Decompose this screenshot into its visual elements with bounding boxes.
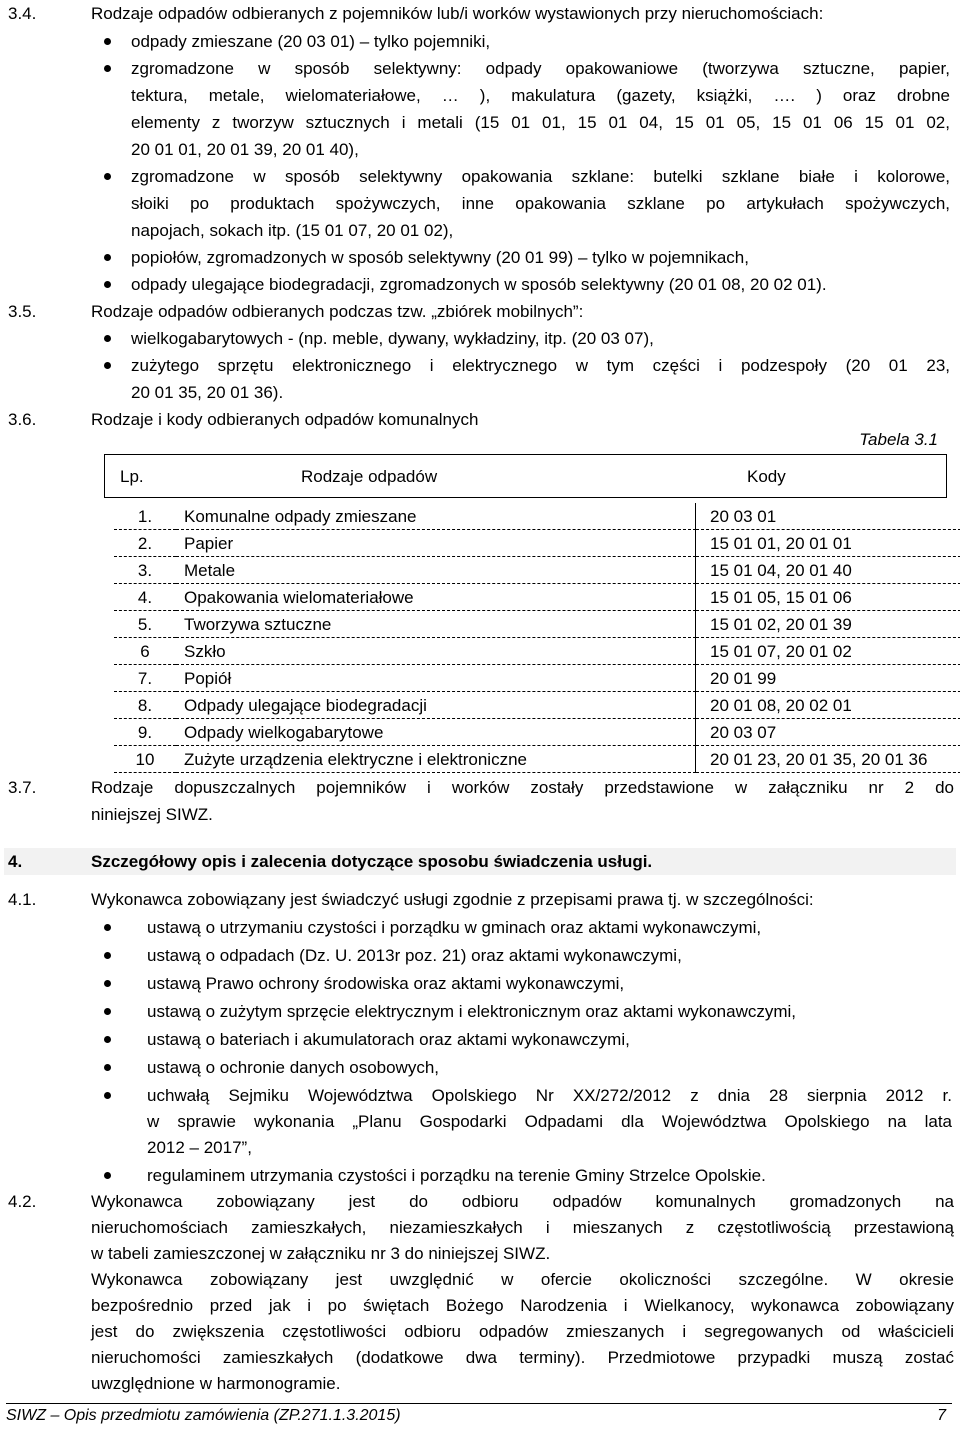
section-title: Rodzaje odpadów odbieranych podczas tzw. „zbiórek mobilnych”: xyxy=(91,302,584,321)
paragraph-line: niniejszej SIWZ. xyxy=(91,805,213,824)
list-item-line: tektura, metale, wielomateriałowe, … ), makulatura (gazety, książki, …. ) oraz drobne xyxy=(131,86,950,105)
cell-waste-type: Szkło xyxy=(176,638,696,665)
cell-lp: 2. xyxy=(114,530,176,557)
cell-waste-type: Papier xyxy=(176,530,696,557)
cell-codes: 15 01 04, 20 01 40 xyxy=(696,557,960,584)
paragraph-line: Wykonawca zobowiązany jest uwzględnić w ofercie okoliczności szczególne. W okresie xyxy=(91,1270,954,1289)
cell-codes: 20 01 23, 20 01 35, 20 01 36 xyxy=(696,746,960,773)
table-row xyxy=(114,719,848,746)
cell-lp: 1. xyxy=(114,503,176,530)
cell-waste-type: Odpady ulegające biodegradacji xyxy=(176,692,696,719)
section-number: 3.5. xyxy=(8,302,37,321)
table-header xyxy=(104,454,947,498)
list-item: ustawą o utrzymaniu czystości i porządku w gminach oraz aktami wykonawczymi, xyxy=(147,918,762,937)
paragraph-line: Rodzaje dopuszczalnych pojemników i worków zostały przedstawione w załączniku nr 2 do xyxy=(91,778,954,797)
table-row xyxy=(114,530,852,557)
list-item: regulaminem utrzymania czystości i porządku na terenie Gminy Strzelce Opolskie. xyxy=(147,1166,766,1185)
section-number: 4. xyxy=(8,852,23,871)
section-number: 4.2. xyxy=(8,1192,37,1211)
section-number: 4.1. xyxy=(8,890,37,909)
section-number: 3.6. xyxy=(8,410,37,429)
cell-waste-type: Komunalne odpady zmieszane xyxy=(176,503,696,530)
list-item-line: słoiki po produktach spożywczych, inne opakowania szklane po artykułach spożywczych, xyxy=(131,194,950,213)
table-caption: Tabela 3.1 xyxy=(859,430,938,449)
table-row xyxy=(114,692,852,719)
list-item-line: 2012 – 2017”, xyxy=(147,1138,252,1157)
cell-lp: 3. xyxy=(114,557,176,584)
header-codes: Kody xyxy=(747,467,786,486)
section-number: 3.4. xyxy=(8,4,37,23)
list-item: ustawą o zużytym sprzęcie elektrycznym i elektronicznym oraz aktami wykonawczymi, xyxy=(147,1002,797,1021)
section-title: Rodzaje i kody odbieranych odpadów komunalnych xyxy=(91,410,479,429)
table-row xyxy=(114,557,852,584)
cell-lp: 8. xyxy=(114,692,176,719)
paragraph-line: bezpośrednio przed jak i po świętach Bożego Narodzenia i Wielkanocy, wykonawca zobowiązany xyxy=(91,1296,954,1315)
cell-waste-type: Tworzywa sztuczne xyxy=(176,611,696,638)
list-item-line: elementy z tworzyw sztucznych i metali (15 01 01, 15 01 04, 15 01 05, 15 01 06 15 01 02, xyxy=(131,113,950,132)
paragraph-line: uwzględnione w harmonogramie. xyxy=(91,1374,341,1393)
list-item: ustawą o odpadach (Dz. U. 2013r poz. 21) oraz aktami wykonawczymi, xyxy=(147,946,682,965)
table-row xyxy=(114,746,928,773)
section-title: Szczegółowy opis i zalecenia dotyczące sposobu świadczenia usługi. xyxy=(91,852,653,871)
cell-codes: 20 01 99 xyxy=(696,665,960,692)
page-number: 7 xyxy=(937,1407,946,1424)
paragraph-line: nieruchomościach zamieszkałych, niezamieszkałych i mieszanych z częstotliwością przestawioną xyxy=(91,1218,954,1237)
cell-lp: 4. xyxy=(114,584,176,611)
cell-lp: 10 xyxy=(114,746,176,773)
section-title: Wykonawca zobowiązany jest świadczyć usługi zgodnie z przepisami prawa tj. w szczególności: xyxy=(91,890,814,909)
section-4-heading xyxy=(4,848,956,875)
footer-text: SIWZ – Opis przedmiotu zamówienia (ZP.271.1.3.2015) xyxy=(6,1407,401,1424)
cell-waste-type: Popiół xyxy=(176,665,696,692)
paragraph-line: Wykonawca zobowiązany jest do odbioru odpadów komunalnych gromadzonych na xyxy=(91,1192,954,1211)
cell-waste-type: Odpady wielkogabarytowe xyxy=(176,719,696,746)
cell-lp: 6 xyxy=(114,638,176,665)
table-row xyxy=(114,638,852,665)
page-footer xyxy=(6,1403,952,1428)
table-row xyxy=(114,584,852,611)
list-item: ustawą o bateriach i akumulatorach oraz aktami wykonawczymi, xyxy=(147,1030,630,1049)
cell-waste-type: Metale xyxy=(176,557,696,584)
cell-lp: 5. xyxy=(114,611,176,638)
list-item: odpady ulegające biodegradacji, zgromadzonych w sposób selektywny (20 01 08, 20 02 01). xyxy=(131,275,827,294)
cell-codes: 20 03 07 xyxy=(696,719,960,746)
list-item-line: 20 01 35, 20 01 36). xyxy=(131,383,284,402)
list-item: ustawą o ochronie danych osobowych, xyxy=(147,1058,440,1077)
cell-lp: 7. xyxy=(114,665,176,692)
header-waste-type: Rodzaje odpadów xyxy=(301,467,438,486)
list-item: popiołów, zgromadzonych w sposób selektywny (20 01 99) – tylko w pojemnikach, xyxy=(131,248,749,267)
cell-codes: 15 01 01, 20 01 01 xyxy=(696,530,960,557)
cell-waste-type: Zużyte urządzenia elektryczne i elektroniczne xyxy=(176,746,696,773)
list-item-line: zgromadzone w sposób selektywny: odpady opakowaniowe (tworzywa sztuczne, papier, xyxy=(131,59,950,78)
list-item: odpady zmieszane (20 03 01) – tylko pojemniki, xyxy=(131,32,491,51)
section-title: Rodzaje odpadów odbieranych z pojemników lub/i worków wystawionych przy nieruchomościach: xyxy=(91,4,824,23)
paragraph-line: jest do zwiększenia częstotliwości odbioru odpadów zmieszanych i segregowanych od właścicieli xyxy=(91,1322,954,1341)
list-item-line: zużytego sprzętu elektronicznego i elektrycznego w tym części i podzespoły (20 01 23, xyxy=(131,356,950,375)
cell-codes: 20 01 08, 20 02 01 xyxy=(696,692,960,719)
section-number: 3.7. xyxy=(8,778,37,797)
cell-codes: 15 01 02, 20 01 39 xyxy=(696,611,960,638)
list-item: ustawą Prawo ochrony środowiska oraz aktami wykonawczymi, xyxy=(147,974,625,993)
cell-codes: 15 01 05, 15 01 06 xyxy=(696,584,960,611)
table-row xyxy=(114,503,848,530)
header-lp: Lp. xyxy=(120,467,144,486)
paragraph-line: w tabeli zamieszczonej w załączniku nr 3 do niniejszej SIWZ. xyxy=(91,1244,551,1263)
list-item-line: zgromadzone w sposób selektywny opakowania szklane: butelki szklane białe i kolorowe, xyxy=(131,167,950,186)
list-item: wielkogabarytowych - (np. meble, dywany, wykładziny, itp. (20 03 07), xyxy=(131,329,654,348)
cell-codes: 15 01 07, 20 01 02 xyxy=(696,638,960,665)
list-item-line: w sprawie wykonania „Planu Gospodarki Odpadami dla Województwa Opolskiego na lata xyxy=(147,1112,952,1131)
table-row xyxy=(114,611,852,638)
cell-waste-type: Opakowania wielomateriałowe xyxy=(176,584,696,611)
list-item-line: uchwałą Sejmiku Województwa Opolskiego Nr XX/272/2012 z dnia 28 sierpnia 2012 r. xyxy=(147,1086,952,1105)
cell-codes: 20 03 01 xyxy=(696,503,960,530)
paragraph-line: nieruchomości zamieszkałych (dodatkowe dwa terminy). Przedmiotowe przypadki muszą zostać xyxy=(91,1348,954,1367)
cell-lp: 9. xyxy=(114,719,176,746)
list-item-line: 20 01 01, 20 01 39, 20 01 40), xyxy=(131,140,359,159)
list-item-line: napojach, sokach itp. (15 01 07, 20 01 02), xyxy=(131,221,454,240)
table-row xyxy=(114,665,848,692)
